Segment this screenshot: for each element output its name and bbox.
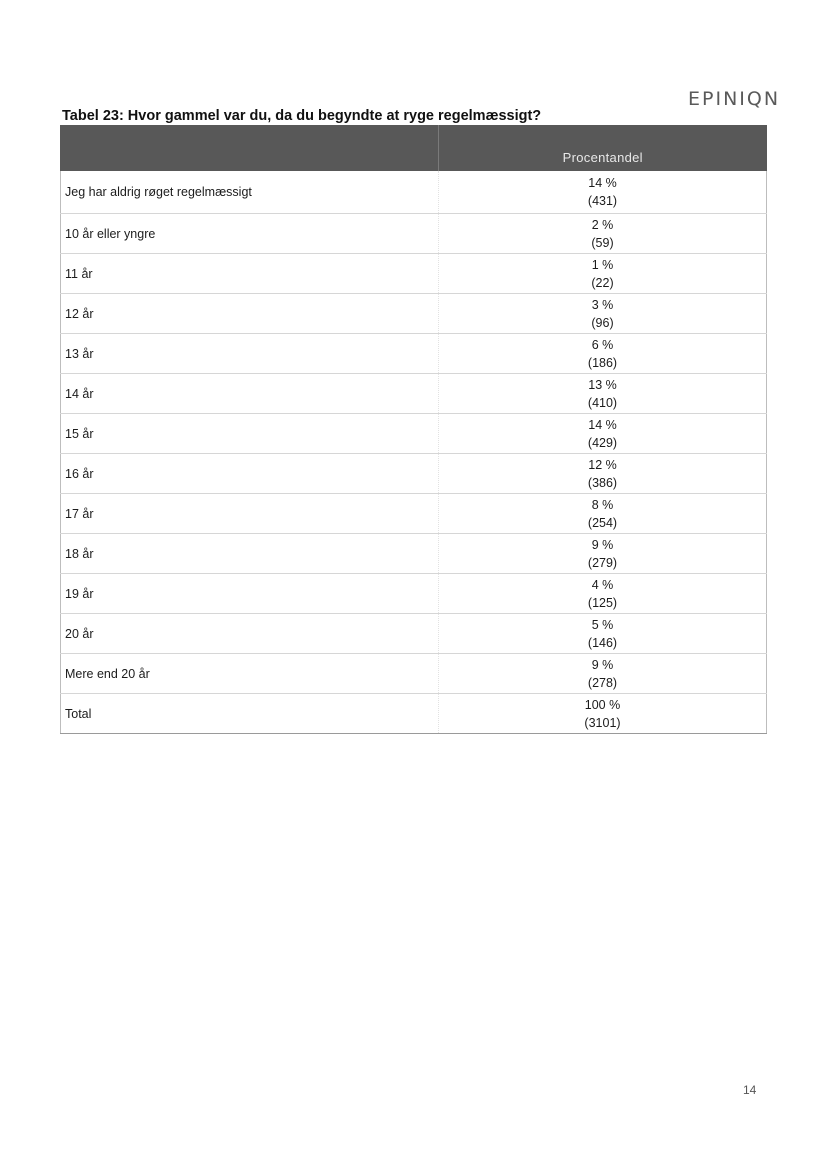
row-label: 17 år — [61, 494, 439, 534]
results-table-container — [60, 125, 766, 734]
table-row — [61, 171, 767, 214]
row-value-cell — [439, 494, 767, 534]
row-percent: 6 % — [591, 337, 614, 352]
table-header-row — [61, 125, 767, 171]
table-row — [61, 614, 767, 654]
row-value-cell — [439, 254, 767, 294]
row-value-cell — [439, 574, 767, 614]
row-value-cell — [439, 694, 767, 734]
row-label: 16 år — [61, 454, 439, 494]
table-row — [61, 654, 767, 694]
table-row — [61, 574, 767, 614]
row-percent: 100 % — [584, 697, 621, 712]
row-percent: 3 % — [591, 297, 614, 312]
row-value-cell — [439, 614, 767, 654]
epinion-logo: EPINIQN — [688, 88, 781, 110]
table-row — [61, 694, 767, 734]
row-count: (278) — [587, 675, 618, 690]
table-row — [61, 334, 767, 374]
row-count: (279) — [587, 555, 618, 570]
row-count: (386) — [587, 475, 618, 490]
row-percent: 2 % — [591, 217, 614, 232]
row-value-cell — [439, 294, 767, 334]
row-count: (431) — [587, 194, 618, 208]
page-number: 14 — [743, 1083, 757, 1097]
row-label: Total — [61, 694, 439, 734]
row-percent: 9 % — [591, 537, 614, 552]
row-value-cell — [439, 374, 767, 414]
row-label: Mere end 20 år — [61, 654, 439, 694]
row-percent: 1 % — [591, 257, 614, 272]
row-percent: 14 % — [588, 417, 617, 432]
row-label: 15 år — [61, 414, 439, 454]
row-label: 19 år — [61, 574, 439, 614]
row-label: 12 år — [61, 294, 439, 334]
row-label: 10 år eller yngre — [61, 214, 439, 254]
table-row — [61, 294, 767, 334]
table-row — [61, 214, 767, 254]
row-count: (186) — [587, 355, 618, 370]
row-percent: 4 % — [591, 577, 614, 592]
row-count: (3101) — [584, 715, 621, 730]
header-procentandel: Procentandel — [439, 125, 767, 171]
row-percent: 12 % — [588, 457, 617, 472]
row-count: (410) — [587, 395, 618, 410]
row-label: 18 år — [61, 534, 439, 574]
table-row — [61, 374, 767, 414]
row-label: 14 år — [61, 374, 439, 414]
row-count: (125) — [587, 595, 618, 610]
row-percent: 8 % — [591, 497, 614, 512]
row-value-cell — [439, 654, 767, 694]
table-row — [61, 534, 767, 574]
table-row — [61, 494, 767, 534]
row-count: (22) — [591, 275, 614, 290]
row-label: 13 år — [61, 334, 439, 374]
row-percent: 9 % — [591, 657, 614, 672]
table-row — [61, 254, 767, 294]
row-label: Jeg har aldrig røget regelmæssigt — [61, 171, 439, 214]
row-value-cell — [439, 454, 767, 494]
table-row — [61, 414, 767, 454]
row-value-cell — [439, 534, 767, 574]
row-count: (96) — [591, 315, 614, 330]
row-label: 11 år — [61, 254, 439, 294]
row-value-cell — [439, 214, 767, 254]
row-value-cell — [439, 414, 767, 454]
row-percent: 5 % — [591, 617, 614, 632]
header-blank-cell — [61, 125, 439, 171]
row-label: 20 år — [61, 614, 439, 654]
row-percent: 13 % — [588, 377, 617, 392]
row-count: (59) — [591, 235, 614, 250]
table-title: Tabel 23: Hvor gammel var du, da du begyndte at ryge regelmæssigt? — [62, 108, 542, 124]
row-count: (429) — [587, 435, 618, 450]
row-count: (254) — [587, 515, 618, 530]
row-value-cell — [439, 334, 767, 374]
results-table — [60, 125, 767, 734]
row-percent: 14 % — [588, 176, 617, 190]
table-row — [61, 454, 767, 494]
row-count: (146) — [587, 635, 618, 650]
row-value-cell — [439, 171, 767, 214]
